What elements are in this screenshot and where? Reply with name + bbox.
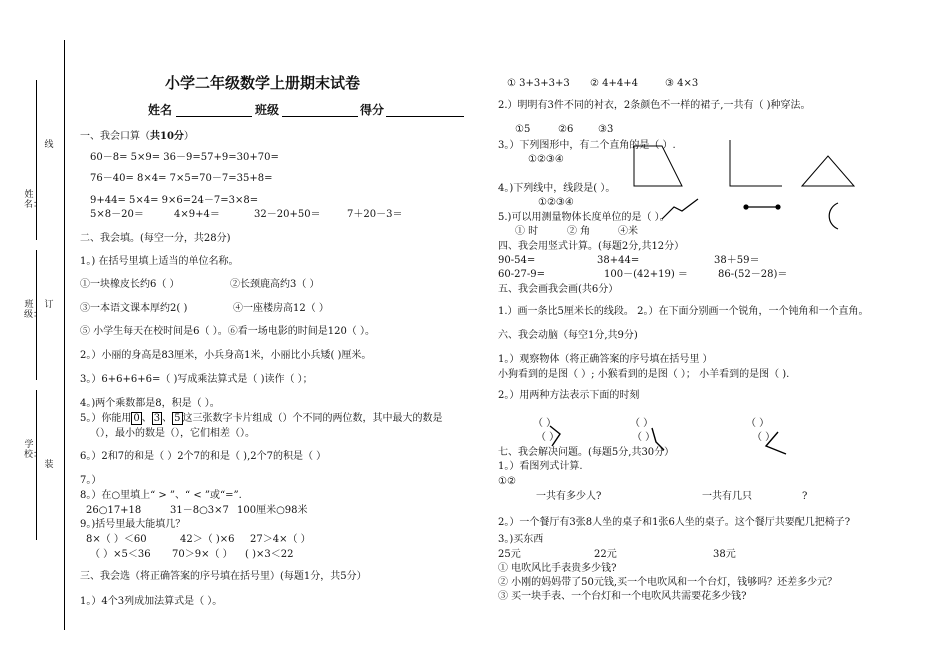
question-7-3-1: ① 电吹风比手表贵多少钱?	[498, 563, 617, 574]
digit-card-3: 3	[153, 413, 161, 424]
section-4-heading: 四、我会用竖式计算。(每题2分,共12分）	[498, 241, 685, 252]
question-6-2: 2。）用两种方法表示下面的时刻	[498, 390, 640, 401]
margin-cut-mark-1: 线	[44, 140, 54, 150]
name-field-blank[interactable]	[176, 116, 252, 117]
segment-endpoint	[775, 204, 780, 209]
question-6-1-line: 小狗看到的是图（ ）; 小猴看到的是图（ ）； 小羊看到的是图（ ).	[498, 369, 790, 380]
question-7-1-a: 一共有多少人?	[536, 491, 602, 502]
section-7-heading: 七、我会解决问题。(每题5分,共30分）	[498, 447, 675, 458]
question-6-1: 1。）观察物体（将正确答案的序号填在括号里 ）	[498, 354, 713, 365]
question-7-1-options: ①②	[498, 476, 516, 487]
question-3-3-options: ①②③④	[528, 154, 564, 165]
vertical-calc-item: 60-27-9=	[498, 269, 545, 280]
choice-option: ③3	[598, 124, 614, 135]
choice-option: ② 角	[567, 226, 591, 237]
clock-answer-paren: （ ）	[632, 432, 656, 443]
score-field-label: 得分	[360, 103, 385, 117]
clock-answer-paren: （ ）	[533, 418, 557, 429]
section-2-heading: 二、我会填。(每空一分，共28分)	[80, 233, 231, 244]
question-2-2: 2。）小丽的身高是83厘米，小兵身高1米，小丽比小兵矮( )厘米。	[80, 350, 372, 361]
choice-option: ① 3+3+3+3	[507, 78, 570, 89]
question-2-5-cont: （），最小的数是（），它们相差（）。	[90, 428, 255, 439]
clock-hand-1	[550, 426, 560, 446]
oral-calc-line-3: 9+44= 5×4= 9×6=24－7=3×8=	[90, 195, 259, 206]
digit-card-0: 0	[133, 413, 140, 424]
clock-answer-paren: （ ）	[630, 418, 654, 429]
clock-hand-3	[766, 432, 786, 454]
margin-class-label: 班级：	[24, 300, 43, 320]
fill-max-item: 42＞（ )×6	[180, 534, 235, 545]
clock-answer-paren: （ ）	[536, 432, 560, 443]
compare-item: 100厘米○98米	[237, 505, 308, 516]
fill-max-item: （ ）×5＜36	[90, 549, 151, 560]
question-2-1a: ①一块橡皮长约6（ ）	[80, 279, 180, 290]
question-2-1b: ②长颈鹿高约3（ ）	[230, 279, 320, 290]
curve-arc	[829, 203, 838, 229]
question-3-1: 1。）4个3列成加法算式是（ ）。	[80, 596, 223, 607]
question-2-1c: ③一本语文课本厚约2( )	[80, 303, 188, 314]
clock-answer-paren: （ ）	[752, 432, 776, 443]
fill-max-item: 27＞4×（ ）	[250, 534, 311, 545]
segment-endpoint	[743, 204, 748, 209]
vertical-calc-item: 38+44=	[597, 255, 640, 266]
choice-option: ② 4+4+4	[590, 78, 638, 89]
question-7-1-b: 一共有几只	[702, 491, 752, 502]
question-7-1: 1。）看图列式计算.	[498, 461, 583, 472]
question-3-4: 4。)下列线中，线段是( ）。	[498, 183, 616, 194]
question-2-1e: ⑤ 小学生每天在校时间是6（ ）。⑥看一场电影的时间是120（ ）。	[80, 326, 375, 337]
compare-item: 31－8○3×7	[170, 505, 229, 516]
oral-calc-item: 4×9+4＝	[174, 209, 220, 220]
question-2-4: 4。)两个乘数都是8，积是（ ）。	[80, 398, 220, 409]
fill-max-item: ( )×3＜22	[245, 549, 294, 560]
choice-option: ④米	[618, 226, 638, 237]
oral-calc-line-2: 76－40= 8×4= 7×5=70－7=35+8=	[90, 173, 273, 184]
question-7-2: 2。）一个餐厅有3张8人坐的桌子和1张6人坐的桌子。这个餐厅共要配几把椅子?	[498, 517, 851, 528]
question-3-5: 5.)可以用测量物体长度单位的是（ ）。	[498, 212, 670, 223]
section-1-heading: 一、我会口算（共10分）	[80, 131, 194, 142]
shape-right-angle	[730, 140, 782, 186]
question-7-3-2: ② 小刚的妈妈带了50元钱,买一个电吹风和一个台灯，钱够吗？还差多少元？	[498, 577, 838, 588]
question-2-7: 7。）	[80, 475, 102, 486]
shape-trapezoid	[634, 146, 682, 186]
page-title: 小学二年级数学上册期末试卷	[165, 74, 361, 92]
right-angle-shapes	[630, 140, 860, 190]
fill-max-item: 8×（ ）＜60	[86, 534, 147, 545]
margin-name-underline	[36, 80, 37, 240]
section-3-heading: 三、我会选（将正确答案的序号填在括号里）(每题1分，共5分）	[80, 571, 367, 582]
vertical-calc-item: 90-54=	[498, 255, 536, 266]
margin-name-label: 姓名：	[24, 190, 43, 210]
question-2-9: 9。)括号里最大能填几？	[80, 519, 186, 530]
name-field-label: 姓名	[148, 103, 173, 117]
class-field-blank[interactable]	[282, 116, 358, 117]
oral-calc-item: 7＋20－3＝	[347, 209, 403, 220]
choice-option: ③ 4×3	[665, 78, 699, 89]
vertical-calc-item: 100－(42+19) ＝	[604, 269, 688, 280]
question-2-8: 8。）在○里填上“ > ”、“ < ”或“=”.	[80, 490, 242, 501]
margin-cut-mark-3: 装	[44, 460, 54, 470]
choice-option: ②6	[558, 124, 574, 135]
question-7-3: 3。)买东西	[498, 534, 544, 545]
oral-calc-item: 5×8－20＝	[90, 209, 144, 220]
margin-binding-line	[64, 40, 65, 630]
vertical-calc-item: 38＋59＝	[714, 255, 760, 266]
section-5-heading: 五、我会画我会画(共6分）	[498, 284, 619, 295]
compare-item: 26○17+18	[86, 505, 142, 516]
drawing-questions: 1.）画一条比5厘米长的线段。 2。）在下面分别画一个锐角，一个钝角和一个直角。	[498, 306, 869, 317]
question-3-2: 2.）明明有3件不同的衬衣，2条颜色不一样的裙子,一共有（ )种穿法。	[498, 100, 811, 111]
score-field-blank[interactable]	[386, 116, 464, 117]
price-label: 22元	[594, 549, 617, 560]
question-3-4-options: ①②③④	[538, 197, 574, 208]
question-7-3-3: ③ 买一块手表、一个台灯和一个电吹风共需要花多少钱?	[498, 591, 747, 602]
class-field-label: 班级	[255, 103, 280, 117]
clock-answer-paren: （ ）	[746, 418, 770, 429]
choice-option: ①5	[515, 124, 531, 135]
price-label: 25元	[498, 549, 521, 560]
vertical-calc-item: 86-(52－28)＝	[718, 269, 788, 280]
line-choices	[660, 195, 860, 235]
section-6-heading: 六、我会动脑（每空1分,共9分)	[498, 330, 638, 341]
fill-max-item: 70＞9×（ ）	[172, 549, 233, 560]
question-3-3: 3。）下列图形中，有二个直角的是（ ）.	[498, 140, 676, 151]
question-7-1-c: ?	[802, 491, 808, 502]
margin-school-underline	[36, 390, 37, 540]
question-2-3: 3。）6+6+6+6=（ )写成乘法算式是（ )读作（ ）；	[80, 374, 313, 385]
margin-school-label: 学校：	[24, 440, 43, 460]
choice-option: ① 时	[515, 226, 539, 237]
shape-triangle	[802, 156, 854, 186]
digit-card-5: 5	[174, 413, 181, 424]
oral-calc-line-1: 60－8= 5×9= 36－9=57+9=30+70=	[90, 152, 279, 163]
question-2-1d: ④一座楼房高12（ ）	[233, 303, 329, 314]
question-2-5: 5。）你能用 0 、 3 、 5 这三张数字卡片组成（）个不同的两位数，其中最大的数是	[80, 413, 443, 424]
oral-calc-item: 32－20+50＝	[254, 209, 321, 220]
question-2-6: 6。）2和7的和是（ ）2个7的和是（ ),2个7的积是（ ）	[80, 451, 327, 462]
margin-cut-mark-2: 订	[44, 300, 54, 310]
price-label: 38元	[713, 549, 736, 560]
question-2-1: 1。) 在括号里填上适当的单位名称。	[80, 256, 239, 267]
